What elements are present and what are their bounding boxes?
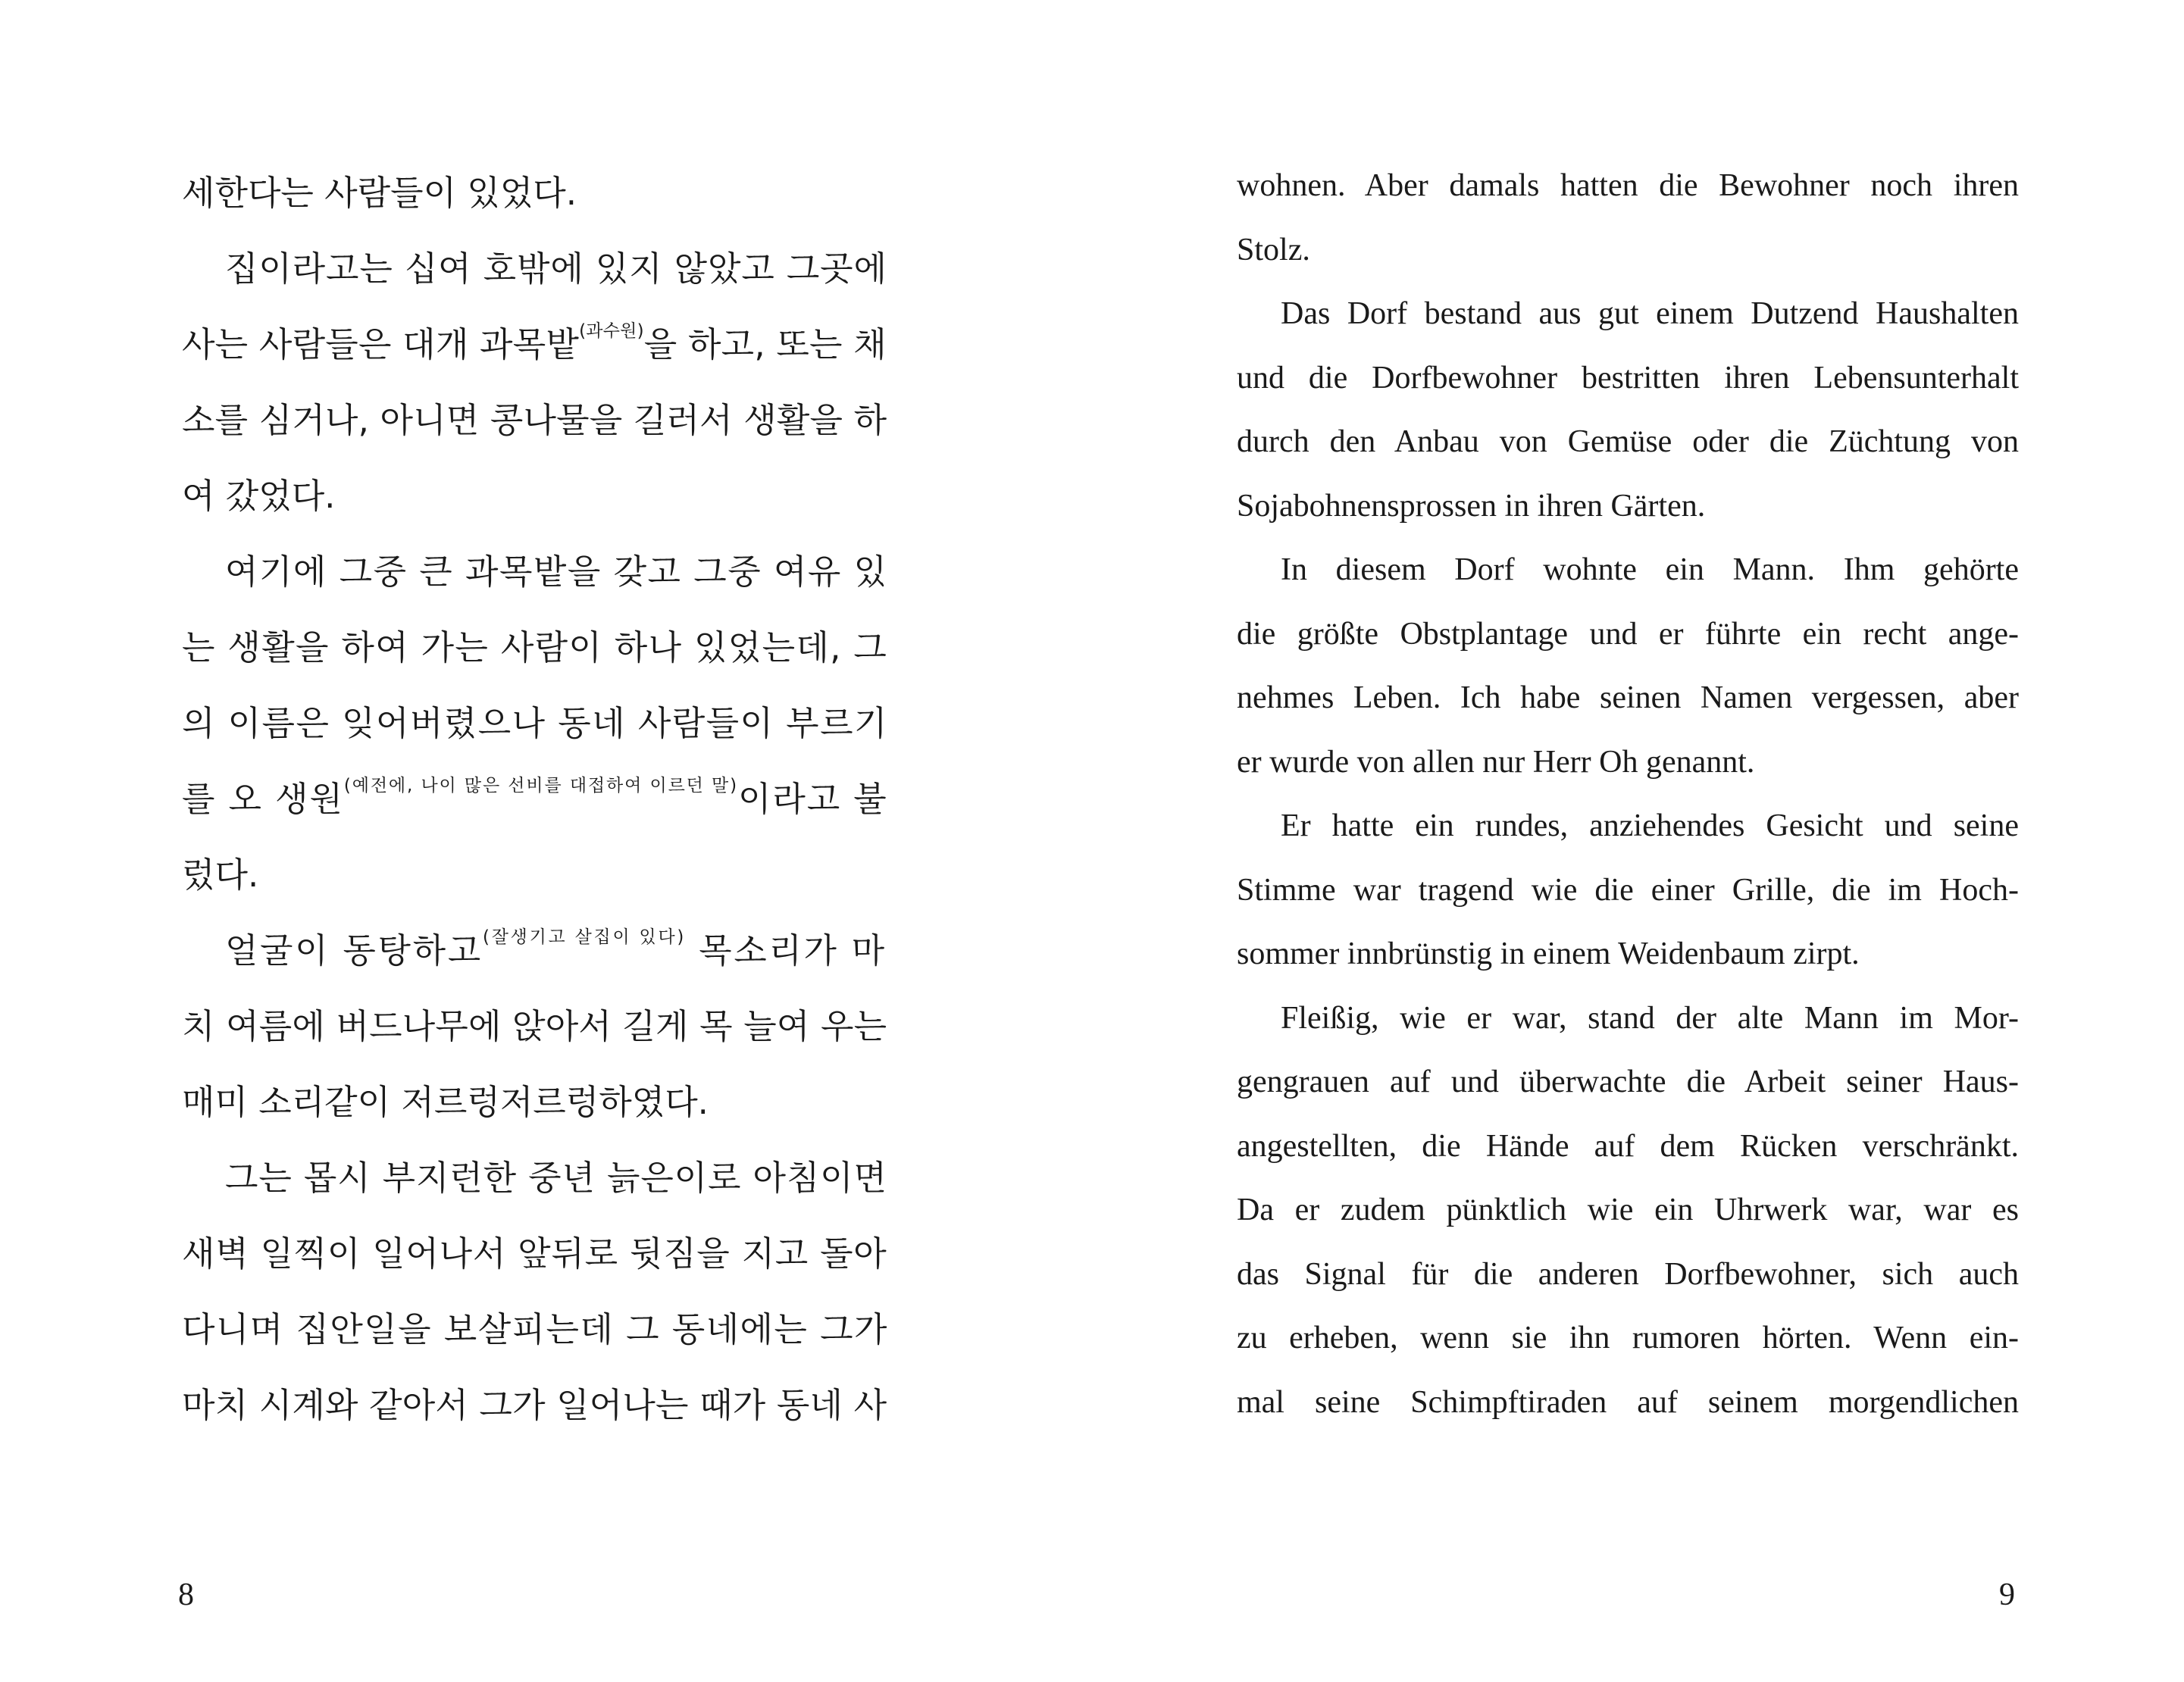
korean-line (182, 458, 336, 534)
right-page (1092, 0, 2184, 1682)
korean-line-text: 를 오 생원 (182, 779, 344, 819)
german-line: angestellten, die Hände auf dem Rücken verschränkt. (1237, 1128, 2019, 1164)
korean-line (225, 1140, 887, 1216)
korean-line (182, 837, 258, 913)
german-line: In diesem Dorf wohnte ein Mann. Ihm gehörte (1281, 552, 2019, 587)
korean-line-text: 는 생활을 하여 가는 사람이 하나 있었는데, 그 (182, 627, 888, 667)
korean-line-text: 다니며 집안일을 보살피는데 그 동네에는 그가 (182, 1309, 888, 1349)
korean-line-text: 소를 심거나, 아니면 콩나물을 길러서 생활을 하 (182, 400, 887, 440)
german-line: die größte Obstplantage und er führte ein recht ange- (1237, 616, 2019, 652)
korean-line-text: 마치 시계와 같아서 그가 일어나는 때가 동네 사 (182, 1385, 887, 1425)
german-line: mal seine Schimpftiraden auf seinem morgendlichen (1237, 1384, 2019, 1420)
german-line: er wurde von allen nur Herr Oh genannt. (1237, 744, 1755, 780)
page-number-right: 9 (1999, 1577, 2015, 1612)
korean-line-text: 여기에 그중 큰 과목밭을 갖고 그중 여유 있 (225, 552, 888, 592)
korean-line-text: 치 여름에 버드나무에 앉아서 길게 목 늘여 우는 (182, 1006, 887, 1046)
korean-line (182, 989, 887, 1065)
korean-line-text: 사는 사람들은 대개 과목밭 (182, 324, 580, 364)
german-line: Das Dorf bestand aus gut einem Dutzend Haushalten (1281, 296, 2019, 331)
german-line: durch den Anbau von Gemüse oder die Züchtung von (1237, 424, 2019, 459)
korean-line (182, 610, 887, 686)
german-line: zu erheben, wenn sie ihn rumoren hörten. Wenn ein- (1237, 1321, 2019, 1355)
korean-line-continuation: 목소리가 마 (686, 930, 887, 971)
korean-line (182, 155, 577, 231)
gloss-note: (잘생기고 살집이 있다) (482, 927, 687, 947)
korean-line (182, 1216, 887, 1292)
korean-line (182, 1065, 709, 1140)
page-number-left: 8 (178, 1577, 194, 1612)
german-line: wohnen. Aber damals hatten die Bewohner noch ihren (1237, 168, 2019, 203)
gloss-note: (예전에, 나이 많은 선비를 대접하여 이르던 말) (343, 776, 738, 796)
korean-line-text: 렀다. (182, 855, 259, 895)
korean-line-text: 매미 소리같이 저르렁저르렁하였다. (182, 1082, 709, 1122)
german-line: Er hatte ein rundes, anziehendes Gesicht und seine (1281, 808, 2019, 843)
korean-line-text: 집이라고는 십여 호밖에 있지 않았고 그곳에 (225, 249, 887, 289)
korean-line-text: 여 갔었다. (182, 476, 336, 516)
german-line: nehmes Leben. Ich habe seinen Namen vergessen, aber (1237, 680, 2019, 715)
german-line: Fleißig, wie er war, stand der alte Mann im Mor- (1281, 1000, 2019, 1036)
german-line: gengrauen auf und überwachte die Arbeit seiner Haus- (1237, 1065, 2019, 1099)
german-line: Stimme war tragend wie die einer Grille, die im Hoch- (1237, 872, 2019, 908)
korean-line (182, 383, 887, 458)
korean-line (225, 534, 888, 610)
korean-line (225, 913, 887, 989)
korean-line-text: 의 이름은 잊어버렸으나 동네 사람들이 부르기 (182, 703, 888, 743)
german-line: sommer innbrünstig in einem Weidenbaum zirpt. (1237, 936, 1860, 971)
korean-line-continuation: 을 하고, 또는 채 (643, 324, 887, 364)
korean-line (225, 231, 887, 307)
german-line: Sojabohnensprossen in ihren Gärten. (1237, 488, 1706, 524)
korean-line (182, 307, 887, 383)
korean-line (182, 1368, 887, 1443)
korean-line-text: 새벽 일찍이 일어나서 앞뒤로 뒷짐을 지고 돌아 (182, 1233, 887, 1274)
korean-line (182, 761, 888, 837)
korean-line-text: 세한다는 사람들이 있었다. (182, 173, 577, 213)
korean-line-text: 얼굴이 동탕하고 (225, 930, 483, 971)
german-line: das Signal für die anderen Dorfbewohner, sich auch (1237, 1256, 2019, 1292)
korean-line (182, 686, 888, 761)
korean-line-continuation: 이라고 불 (737, 779, 888, 819)
german-line: und die Dorfbewohner bestritten ihren Lebensunterhalt (1237, 360, 2019, 395)
korean-line-text: 그는 몹시 부지런한 중년 늙은이로 아침이면 (225, 1158, 887, 1198)
german-line: Da er zudem pünktlich wie ein Uhrwerk war, war es (1237, 1193, 2019, 1227)
gloss-note: (과수원) (579, 321, 644, 341)
german-line: Stolz. (1237, 232, 1310, 267)
korean-line (182, 1292, 888, 1368)
